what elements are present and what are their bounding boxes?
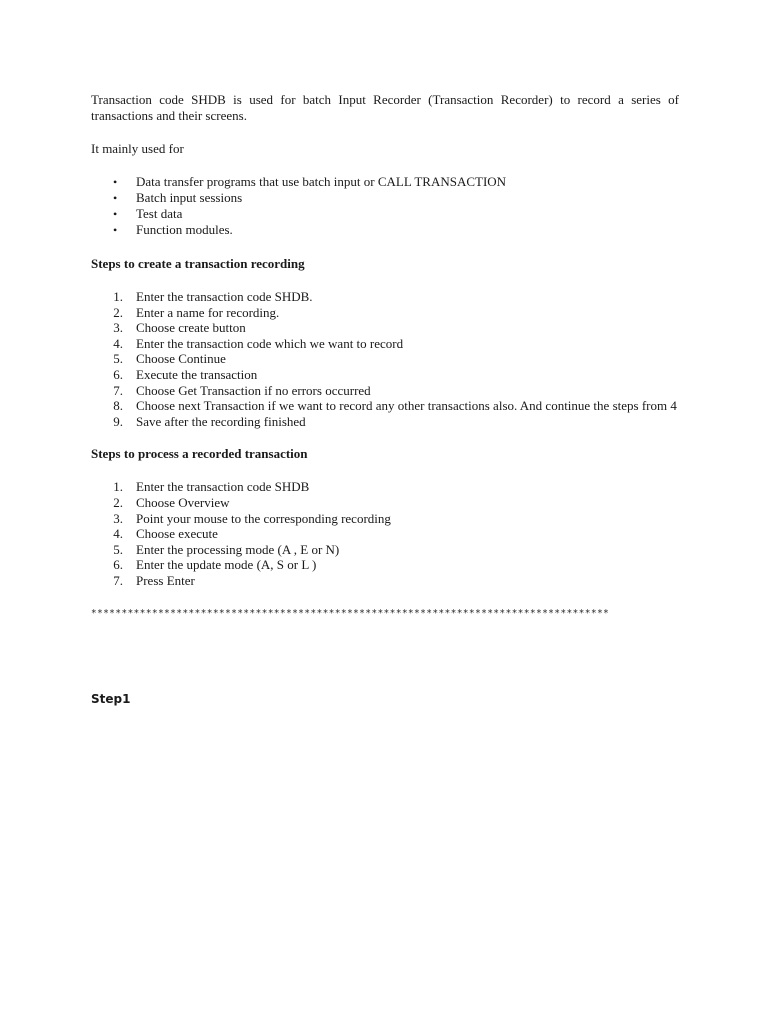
list-item: 1. Enter the transaction code SHDB. (113, 289, 313, 304)
list-item: 1. Enter the transaction code SHDB (113, 479, 310, 495)
section-heading-process: Steps to process a recorded transaction (91, 446, 308, 462)
list-item: 6. Enter the update mode (A, S or L ) (113, 557, 317, 573)
bullet-icon: • (113, 207, 118, 221)
list-item: 4. Choose execute (113, 526, 218, 542)
list-item: 7. Choose Get Transaction if no errors occurred (113, 382, 371, 398)
bullet-icon: • (113, 191, 118, 205)
list-item: • Batch input sessions (113, 190, 243, 205)
list-item: 3. Point your mouse to the corresponding recording (113, 510, 391, 526)
asterisk-divider: ************************************************************************************* (91, 607, 610, 619)
list-item: 9. Save after the recording finished (113, 413, 306, 429)
list-item: • Function modules. (113, 222, 233, 237)
mainly-used-for-text: It mainly used for (91, 141, 184, 156)
list-item: 8. Choose next Transaction if we want to record any other transactions also. And continue the steps from 4 (113, 398, 677, 414)
usage-bullet-list (91, 174, 679, 238)
list-item: 5. Choose Continue (113, 351, 226, 367)
step-heading: Step1 (91, 692, 131, 706)
document-body (91, 92, 679, 622)
bullet-icon: • (113, 175, 118, 189)
list-item: 2. Choose Overview (113, 494, 230, 510)
section-heading-create: Steps to create a transaction recording (91, 256, 305, 271)
list-item: • Test data (113, 206, 183, 221)
list-item: 7. Press Enter (113, 572, 195, 588)
list-item: 4. Enter the transaction code which we want to record (113, 335, 404, 351)
list-item: 6. Execute the transaction (113, 366, 258, 382)
list-item: • Data transfer programs that use batch input or CALL TRANSACTION (113, 174, 507, 189)
list-item: 2. Enter a name for recording. (113, 304, 280, 320)
list-item: 3. Choose create button (113, 320, 246, 336)
list-item: 5. Enter the processing mode (A , E or N) (113, 541, 340, 557)
process-steps-list (91, 479, 679, 588)
intro-paragraph: Transaction code SHDB is used for batch Input Recorder (Transaction Recorder) to record a series of transactions and their screens. (91, 92, 679, 123)
create-steps-list (91, 289, 679, 429)
bullet-icon: • (113, 223, 118, 237)
